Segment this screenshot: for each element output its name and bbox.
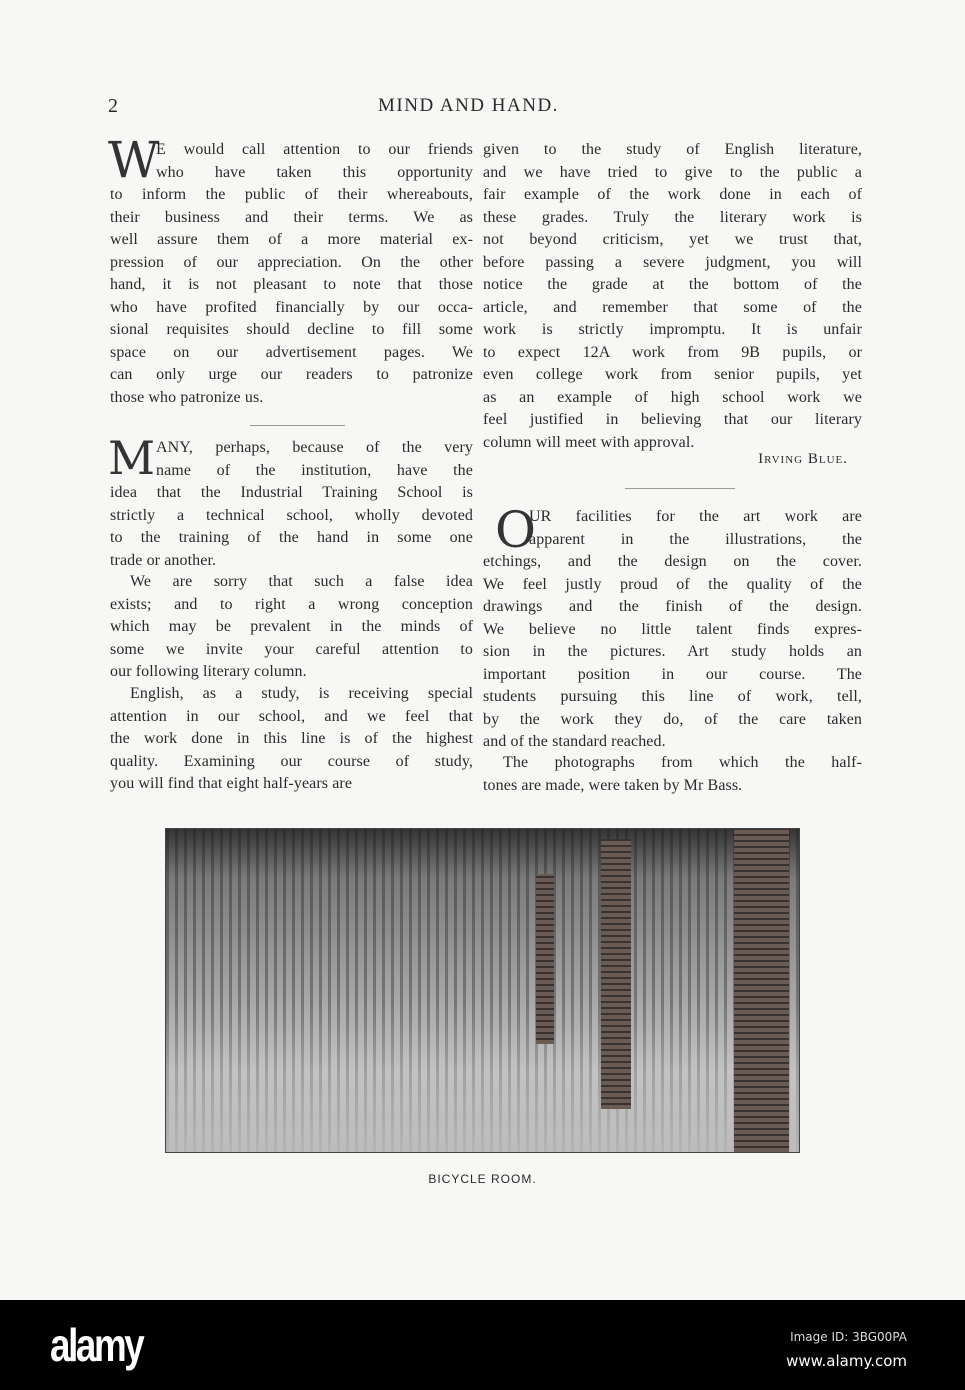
text-line: their business and their terms. We as xyxy=(110,208,473,226)
running-header: MIND AND HAND. xyxy=(378,95,559,116)
text-line: by the work they do, of the care taken xyxy=(483,710,862,728)
paragraph-photographs xyxy=(483,752,862,797)
text-line: not beyond criticism, yet we trust that, xyxy=(483,231,862,248)
figure-caption: BICYCLE ROOM. xyxy=(428,1172,537,1186)
bicycle-room-photo xyxy=(165,828,800,1153)
text-line: well assure them of a more material ex- xyxy=(110,231,473,248)
text-line: to expect 12A work from 9B pupils, or xyxy=(483,343,862,361)
text-line: idea that the Industrial Training School is xyxy=(110,484,473,501)
text-line: as an example of high school work we xyxy=(483,388,862,406)
text-line: students pursuing this line of work, tell, xyxy=(483,688,862,705)
text-line: ANY, perhaps, because of the very xyxy=(156,439,473,456)
text-line: notice the grade at the bottom of the xyxy=(483,276,862,293)
text-line: We believe no little talent finds expres- xyxy=(483,620,862,638)
paragraph-false-idea xyxy=(110,571,473,684)
paragraph-advertisers xyxy=(108,131,473,409)
drop-cap-o: O xyxy=(495,501,536,559)
text-line: sional requisites should decline to fill some xyxy=(110,321,473,338)
text-line: space on our advertisement pages. We xyxy=(110,343,473,361)
brick-pillar xyxy=(734,829,789,1152)
paragraph-institution xyxy=(108,431,473,572)
text-line: exists; and to right a wrong conception xyxy=(110,595,473,613)
text-line: some we invite your careful attention to xyxy=(110,640,473,658)
section-divider xyxy=(625,488,735,489)
text-line: pression of our appreciation. On the other xyxy=(110,253,473,271)
text-line: who have profited financially by our occa- xyxy=(110,298,473,316)
text-line: English, as a study, is receiving special xyxy=(130,685,473,702)
text-line: even college work from senior pupils, yet xyxy=(483,366,862,383)
paragraph-english xyxy=(110,683,473,796)
drop-cap-w: W xyxy=(108,131,160,189)
text-line: before passing a severe judgment, you will xyxy=(483,253,862,271)
text-line: fair example of the work done in each of xyxy=(483,186,862,203)
alamy-logo: alamy xyxy=(50,1319,143,1371)
text-line: We feel justly proud of the quality of the xyxy=(483,575,862,593)
image-id: Image ID: 3BG00PA xyxy=(790,1330,907,1344)
text-line: and we have tried to give to the public a xyxy=(483,163,862,181)
text-line: hand, it is not pleasant to note that those xyxy=(110,276,473,293)
watermark-url: www.alamy.com xyxy=(786,1352,907,1370)
text-line: drawings and the finish of the design. xyxy=(483,598,862,615)
text-line: those who patronize us. xyxy=(110,388,264,406)
text-line: to the training of the hand in some one xyxy=(110,529,473,546)
text-line: quality. Examining our course of study, xyxy=(110,752,473,770)
text-line: work is strictly impromptu. It is unfair xyxy=(483,321,862,338)
text-line: article, and remember that some of the xyxy=(483,298,862,316)
text-line: which may be prevalent in the minds of xyxy=(110,618,473,635)
author-signature: Irving Blue. xyxy=(758,451,848,467)
text-line: these grades. Truly the literary work is xyxy=(483,208,862,226)
page-number: 2 xyxy=(108,95,118,117)
text-line: UR facilities for the art work are xyxy=(529,508,862,525)
section-divider xyxy=(250,425,345,426)
text-line: name of the institution, have the xyxy=(156,461,473,479)
brick-pillar xyxy=(536,874,554,1044)
paragraph-art-work xyxy=(483,501,862,754)
text-line: attention in our school, and we feel that xyxy=(110,707,473,725)
text-line: tones are made, were taken by Mr Bass. xyxy=(483,776,743,794)
text-line: trade or another. xyxy=(110,551,217,569)
text-line: to inform the public of their whereabouts, xyxy=(110,186,473,203)
text-line: apparent in the illustrations, the xyxy=(529,530,862,548)
text-line: who have taken this opportunity xyxy=(156,163,473,181)
text-line: the work done in this line is of the highest xyxy=(110,730,473,747)
watermark-bar xyxy=(0,1300,965,1390)
text-line: and of the standard reached. xyxy=(483,733,666,750)
text-line: feel justified in believing that our literary xyxy=(483,411,862,428)
text-line: you will find that eight half-years are xyxy=(110,775,353,792)
text-line: given to the study of English literature, xyxy=(483,141,862,158)
text-line: sion in the pictures. Art study holds an xyxy=(483,643,862,660)
text-line: etchings, and the design on the cover. xyxy=(483,553,862,570)
text-line: important position in our course. The xyxy=(483,665,862,683)
text-line: We are sorry that such a false idea xyxy=(130,573,473,590)
paragraph-literature xyxy=(483,139,862,454)
text-line: The photographs from which the half- xyxy=(503,754,862,771)
text-line: E would call attention to our friends xyxy=(156,141,473,158)
text-line: can only urge our readers to patronize xyxy=(110,366,473,383)
text-line: strictly a technical school, wholly devoted xyxy=(110,506,473,524)
brick-pillar xyxy=(601,839,631,1109)
drop-cap-m: M xyxy=(108,431,156,485)
text-line: our following literary column. xyxy=(110,663,307,680)
text-line: column will meet with approval. xyxy=(483,433,695,451)
